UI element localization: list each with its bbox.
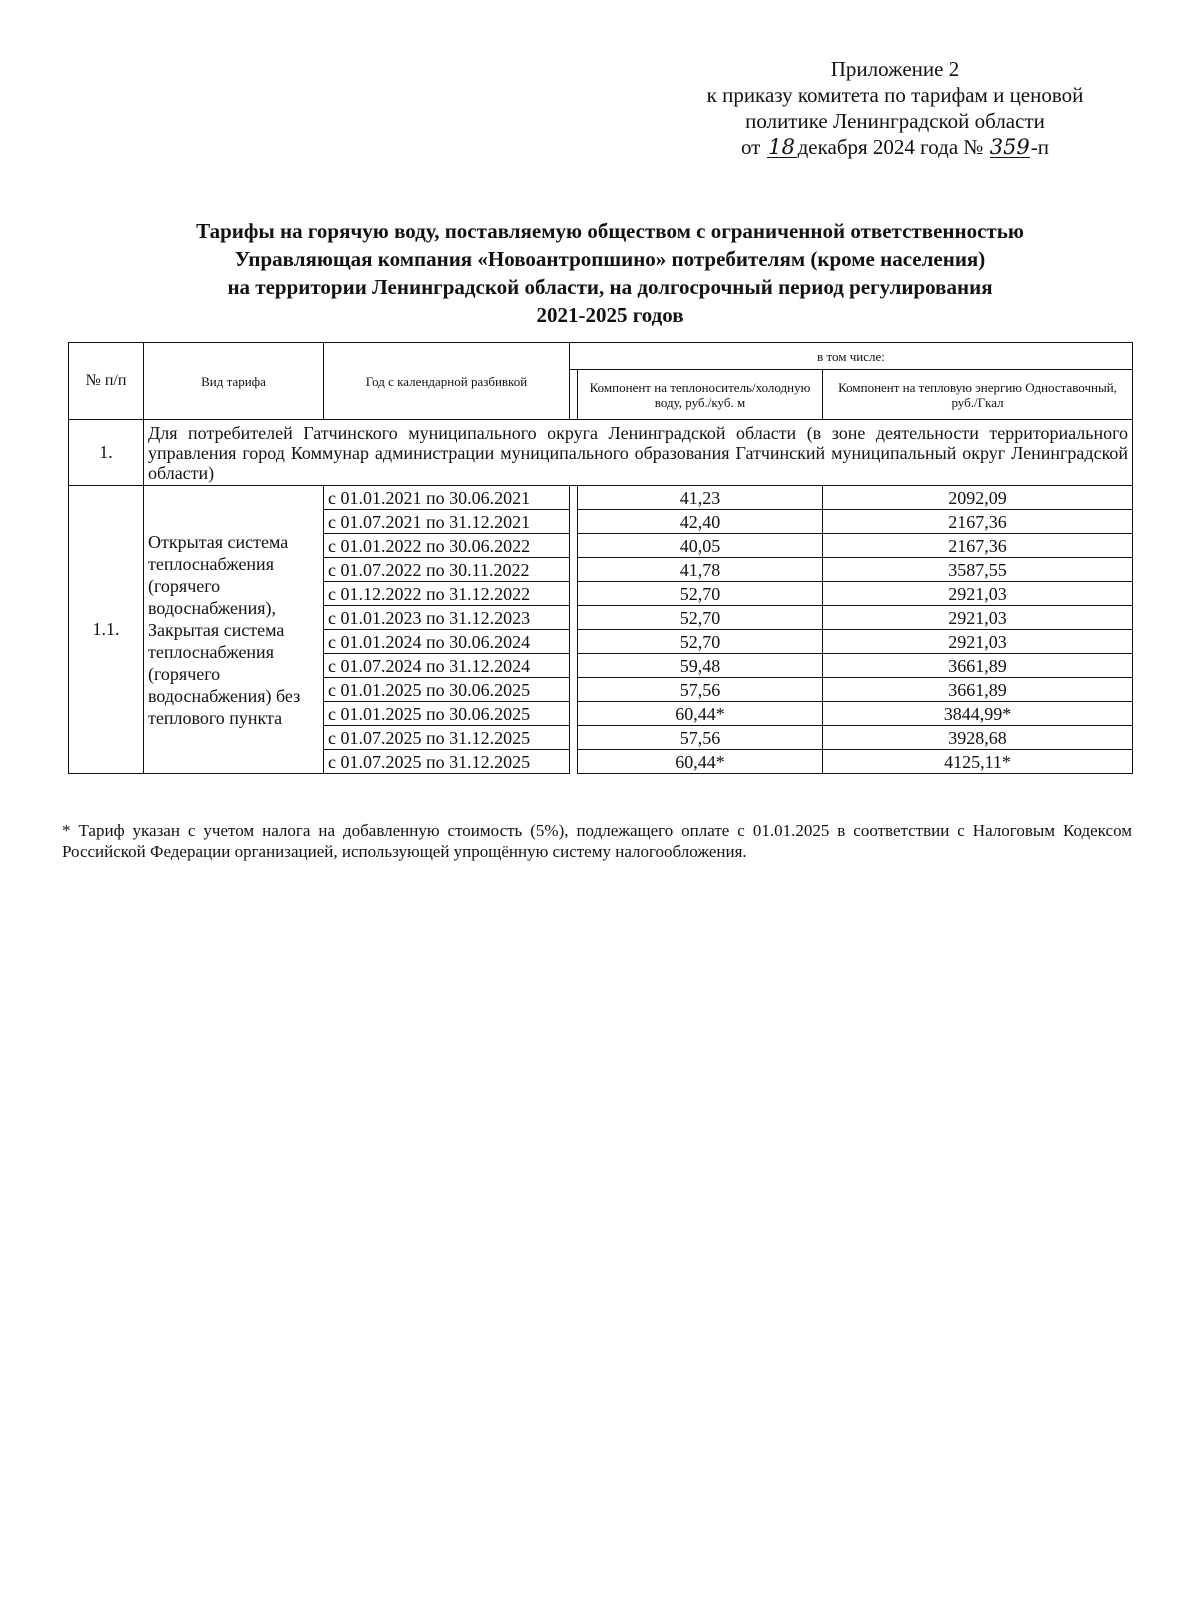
appendix-line-3: политике Ленинградской области bbox=[745, 109, 1045, 133]
order-suffix: -п bbox=[1030, 135, 1050, 159]
period-cell: с 01.07.2022 по 30.11.2022 bbox=[324, 558, 570, 582]
period-cell: с 01.01.2021 по 30.06.2021 bbox=[324, 486, 570, 510]
tariff-type: Открытая система теплоснабжения (горячего водоснабжения), Закрытая система теплоснабжения (горячего водоснабжения) без теплового пункта bbox=[144, 486, 324, 774]
gap-cell bbox=[570, 654, 578, 678]
appendix-line-1: Приложение 2 bbox=[830, 57, 960, 81]
title-line-1: Тарифы на горячую воду, поставляемую обществом с ограниченной ответственностью bbox=[196, 219, 1024, 243]
period-cell: с 01.07.2025 по 31.12.2025 bbox=[324, 750, 570, 774]
date-middle: декабря 2024 года № bbox=[797, 135, 984, 159]
period-cell: с 01.01.2022 по 30.06.2022 bbox=[324, 534, 570, 558]
footnote: * Тариф указан с учетом налога на добавленную стоимость (5%), подлежащего оплате с 01.01.2025 в соответствии с Налоговым Кодексом Российской Федерации организацией, использующей упрощённую систему налогообложения. bbox=[62, 821, 1132, 861]
period-cell: с 01.01.2025 по 30.06.2025 bbox=[324, 702, 570, 726]
water-value-cell: 57,56 bbox=[578, 726, 823, 750]
title-line-4: 2021-2025 годов bbox=[536, 303, 684, 327]
header-gap bbox=[570, 370, 578, 420]
appendix-header bbox=[660, 56, 1130, 160]
gap-cell bbox=[570, 678, 578, 702]
water-value-cell: 60,44* bbox=[578, 702, 823, 726]
water-value-cell: 60,44* bbox=[578, 750, 823, 774]
period-cell: с 01.07.2024 по 31.12.2024 bbox=[324, 654, 570, 678]
gap-cell bbox=[570, 558, 578, 582]
gap-cell bbox=[570, 630, 578, 654]
gap-cell bbox=[570, 606, 578, 630]
tariff-table bbox=[68, 342, 1133, 774]
heat-value-cell: 3661,89 bbox=[823, 654, 1133, 678]
water-value-cell: 41,78 bbox=[578, 558, 823, 582]
period-cell: с 01.07.2025 по 31.12.2025 bbox=[324, 726, 570, 750]
header-num: № п/п bbox=[69, 343, 144, 420]
heat-value-cell: 3661,89 bbox=[823, 678, 1133, 702]
gap-cell bbox=[570, 750, 578, 774]
gap-cell bbox=[570, 510, 578, 534]
gap-cell bbox=[570, 486, 578, 510]
section-num: 1. bbox=[69, 420, 144, 486]
header-water-component: Компонент на теплоноситель/холодную воду, руб./куб. м bbox=[578, 370, 823, 420]
water-value-cell: 59,48 bbox=[578, 654, 823, 678]
heat-value-cell: 2167,36 bbox=[823, 534, 1133, 558]
section-text: Для потребителей Гатчинского муниципального округа Ленинградской области (в зоне деятельности территориального управления город Коммунар администрации муниципального образования Гатчинский муниципальный округ Ленинградской области) bbox=[144, 420, 1133, 486]
heat-value-cell: 3928,68 bbox=[823, 726, 1133, 750]
period-cell: с 01.01.2024 по 30.06.2024 bbox=[324, 630, 570, 654]
subsection-num: 1.1. bbox=[69, 486, 144, 774]
header-including: в том числе: bbox=[570, 343, 1133, 370]
title-line-2: Управляющая компания «Новоантропшино» потребителям (кроме населения) bbox=[234, 247, 986, 271]
gap-cell bbox=[570, 726, 578, 750]
handwritten-order-number: 359 bbox=[989, 135, 1030, 159]
water-value-cell: 52,70 bbox=[578, 630, 823, 654]
header-year: Год с календарной разбивкой bbox=[324, 343, 570, 420]
period-cell: с 01.01.2025 по 30.06.2025 bbox=[324, 678, 570, 702]
heat-value-cell: 2921,03 bbox=[823, 606, 1133, 630]
title-line-3: на территории Ленинградской области, на долгосрочный период регулирования bbox=[227, 275, 993, 299]
table-row bbox=[69, 486, 1133, 510]
date-prefix: от bbox=[740, 135, 761, 159]
document-title bbox=[90, 217, 1130, 329]
header-tariff-type: Вид тарифа bbox=[144, 343, 324, 420]
heat-value-cell: 2921,03 bbox=[823, 630, 1133, 654]
water-value-cell: 40,05 bbox=[578, 534, 823, 558]
heat-value-cell: 2167,36 bbox=[823, 510, 1133, 534]
period-cell: с 01.01.2023 по 31.12.2023 bbox=[324, 606, 570, 630]
water-value-cell: 57,56 bbox=[578, 678, 823, 702]
water-value-cell: 52,70 bbox=[578, 606, 823, 630]
heat-value-cell: 2921,03 bbox=[823, 582, 1133, 606]
appendix-date-line bbox=[660, 134, 1130, 160]
gap-cell bbox=[570, 702, 578, 726]
handwritten-day: 18 bbox=[768, 135, 795, 159]
heat-value-cell: 3587,55 bbox=[823, 558, 1133, 582]
water-value-cell: 42,40 bbox=[578, 510, 823, 534]
section-row bbox=[69, 420, 1133, 486]
gap-cell bbox=[570, 534, 578, 558]
heat-value-cell: 4125,11* bbox=[823, 750, 1133, 774]
water-value-cell: 41,23 bbox=[578, 486, 823, 510]
header-heat-component: Компонент на тепловую энергию Одноставочный, руб./Гкал bbox=[823, 370, 1133, 420]
appendix-line-2: к приказу комитета по тарифам и ценовой bbox=[706, 83, 1084, 107]
period-cell: с 01.07.2021 по 31.12.2021 bbox=[324, 510, 570, 534]
gap-cell bbox=[570, 582, 578, 606]
heat-value-cell: 3844,99* bbox=[823, 702, 1133, 726]
heat-value-cell: 2092,09 bbox=[823, 486, 1133, 510]
water-value-cell: 52,70 bbox=[578, 582, 823, 606]
period-cell: с 01.12.2022 по 31.12.2022 bbox=[324, 582, 570, 606]
